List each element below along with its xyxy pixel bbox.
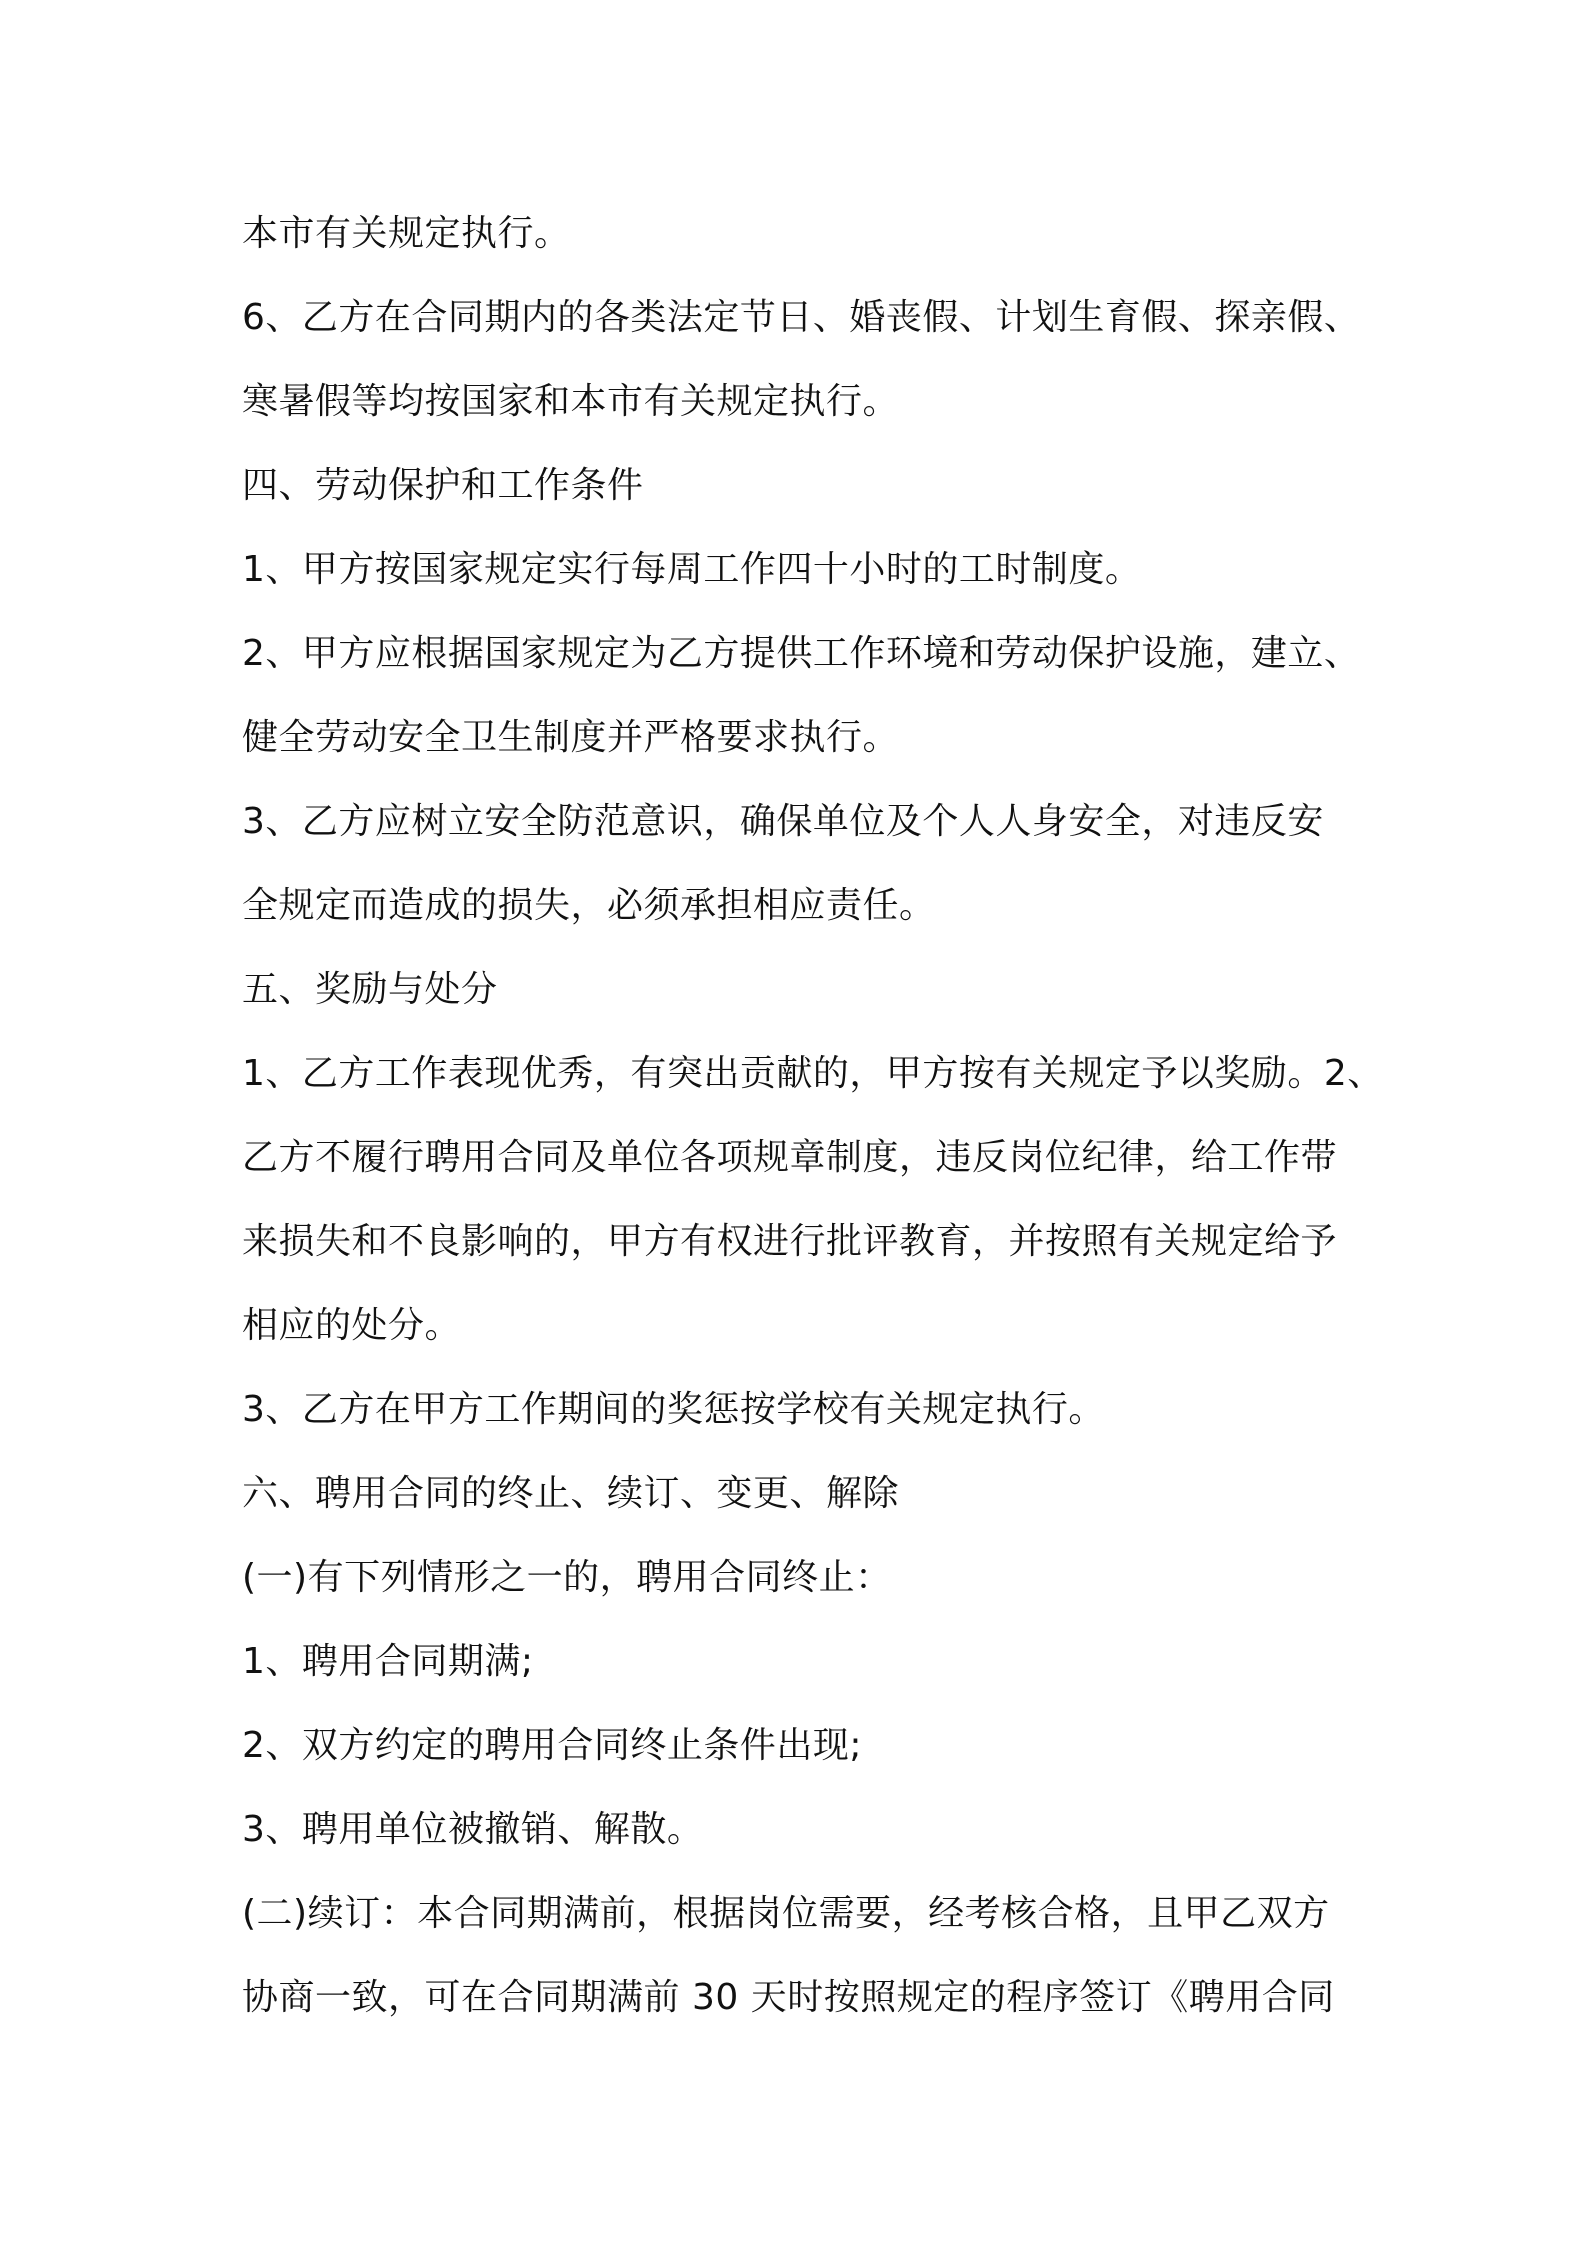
text-line: 1、乙方工作表现优秀，有突出贡献的，甲方按有关规定予以奖励。2、	[242, 1053, 1384, 1094]
section-heading: 四、劳动保护和工作条件	[242, 465, 644, 506]
text-line: (二)续订：本合同期满前，根据岗位需要，经考核合格，且甲乙双方	[242, 1893, 1330, 1934]
section-heading: 六、聘用合同的终止、续订、变更、解除	[242, 1473, 900, 1514]
document-body	[242, 192, 1402, 2040]
text-line: 本市有关规定执行。	[242, 213, 571, 254]
text-line: 3、聘用单位被撤销、解散。	[242, 1809, 704, 1850]
text-line: 2、甲方应根据国家规定为乙方提供工作环境和劳动保护设施，建立、	[242, 633, 1361, 674]
text-line: 6、乙方在合同期内的各类法定节日、婚丧假、计划生育假、探亲假、	[242, 297, 1361, 338]
text-line: 2、双方约定的聘用合同终止条件出现;	[242, 1725, 863, 1766]
text-line: 协商一致，可在合同期满前 30 天时按照规定的程序签订《聘用合同	[242, 1977, 1335, 2018]
text-line: 3、乙方应树立安全防范意识，确保单位及个人人身安全，对违反安	[242, 801, 1324, 842]
text-line: 寒暑假等均按国家和本市有关规定执行。	[242, 381, 900, 422]
text-line: 全规定而造成的损失，必须承担相应责任。	[242, 885, 936, 926]
section-heading: 五、奖励与处分	[242, 969, 498, 1010]
text-line: 3、乙方在甲方工作期间的奖惩按学校有关规定执行。	[242, 1389, 1105, 1430]
text-line: 1、甲方按国家规定实行每周工作四十小时的工时制度。	[242, 549, 1142, 590]
text-line: 相应的处分。	[242, 1305, 462, 1346]
text-line: (一)有下列情形之一的，聘用合同终止：	[242, 1557, 892, 1598]
text-line: 1、聘用合同期满;	[242, 1641, 534, 1682]
text-line: 来损失和不良影响的，甲方有权进行批评教育，并按照有关规定给予	[242, 1221, 1338, 1262]
text-line: 乙方不履行聘用合同及单位各项规章制度，违反岗位纪律，给工作带	[242, 1137, 1338, 1178]
text-line: 健全劳动安全卫生制度并严格要求执行。	[242, 717, 900, 758]
